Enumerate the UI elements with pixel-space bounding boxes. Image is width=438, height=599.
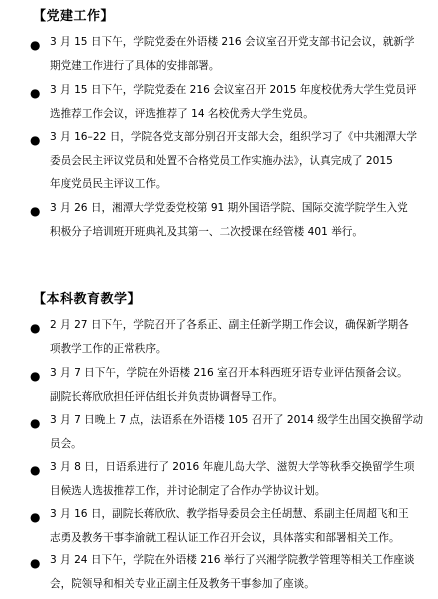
list-item-text: 3 月 24 日下午，学院在外语楼 216 举行了兴湘学院教学管理等相关工作座谈 会，院领导和相关专业正副主任及教务干事参加了座谈。 bbox=[50, 554, 415, 590]
list-item-text: 3 月 15 日下午，学院党委在 216 会议室召开 2015 年度校优秀大学生党员评 选推荐工作会议，评选推荐了 14 名校优秀大学生党员。 bbox=[50, 84, 417, 120]
section-heading-undergraduate-teaching: 【本科教育教学】 bbox=[33, 292, 142, 307]
list-item-text: 3 月 16–22 日，学院各党支部分别召开支部大会，组织学习了《中共湘潭大学 委员会民主评议党员和处置不合格党员工作实施办法》，认真完成了 2015 年度党员民主评议工作。 bbox=[50, 131, 417, 190]
bullet-icon: ● bbox=[30, 133, 41, 147]
bullet-icon: ● bbox=[30, 463, 41, 477]
list-item-text: 3 月 26 日，湘潭大学党委党校第 91 期外国语学院、国际交流学院学生入党 积极分子培训班开班典礼及其第一、二次授课在经管楼 401 举行。 bbox=[50, 202, 408, 238]
list-item-text: 3 月 15 日下午，学院党委在外语楼 216 会议室召开党支部书记会议，就新学 期党建工作进行了具体的安排部署。 bbox=[50, 36, 415, 72]
bullet-icon: ● bbox=[30, 369, 41, 383]
list-item-text: 2 月 27 日下午，学院召开了各系正、副主任新学期工作会议，确保新学期各 项教学工作的正常秩序。 bbox=[50, 319, 409, 355]
bullet-icon: ● bbox=[30, 38, 41, 52]
bullet-icon: ● bbox=[30, 556, 41, 570]
bullet-icon: ● bbox=[30, 321, 41, 335]
bullet-icon: ● bbox=[30, 86, 41, 100]
list-item-text: 3 月 8 日，日语系进行了 2016 年鹿儿岛大学、滋贺大学等秋季交换留学生项 目候选人选拔推荐工作，并讨论制定了合作办学协议计划。 bbox=[50, 461, 415, 497]
list-item-text: 3 月 16 日，副院长蒋欣欣、教学指导委员会主任胡慧、系副主任周超飞和王 志勇及教务干事李渝就工程认证工作召开会议，具体落实和部署相关工作。 bbox=[50, 508, 409, 544]
bullet-icon: ● bbox=[30, 204, 41, 218]
list-item-text: 3 月 7 日晚上 7 点，法语系在外语楼 105 召开了 2014 级学生出国交换留学动 员会。 bbox=[50, 414, 424, 450]
bullet-icon: ● bbox=[30, 510, 41, 524]
section-heading-party-building: 【党建工作】 bbox=[33, 9, 115, 24]
bullet-icon: ● bbox=[30, 416, 41, 430]
list-item-text: 3 月 7 日下午，学院在外语楼 216 室召开本科西班牙语专业评估预备会议。 副院长蒋欣欣担任评估组长并负责协调督导工作。 bbox=[50, 367, 408, 403]
